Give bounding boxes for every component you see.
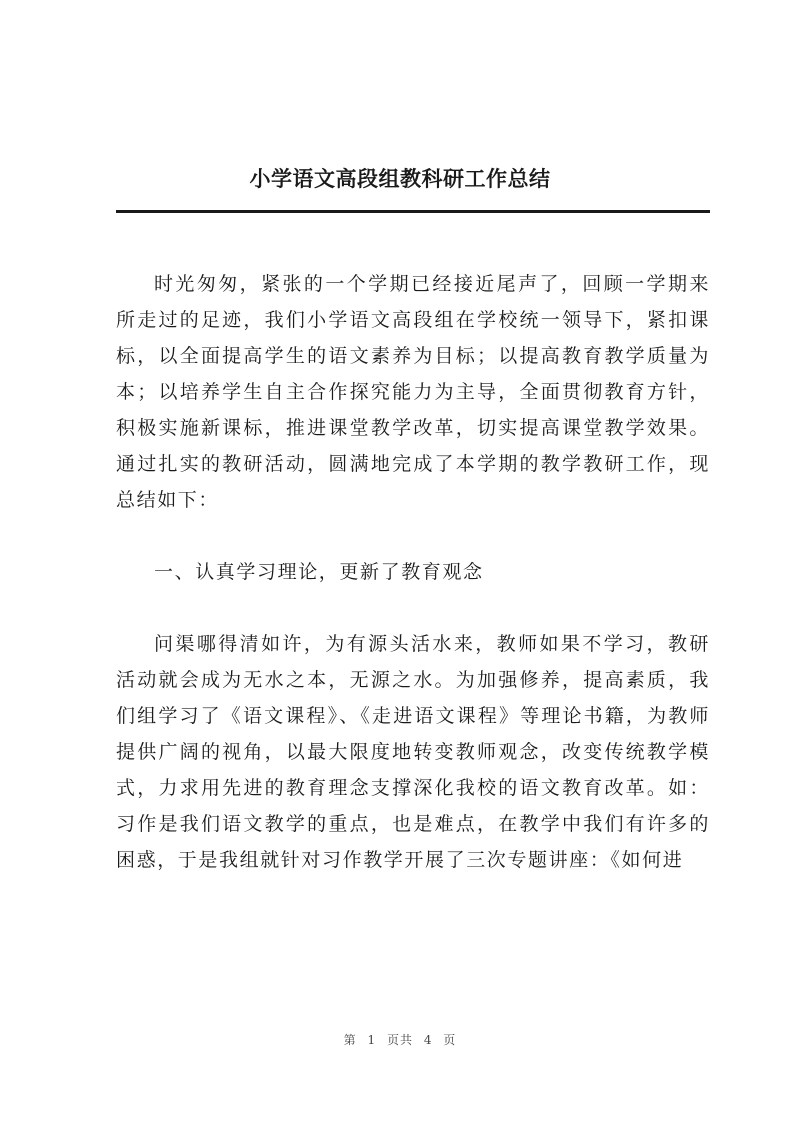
- section-paragraph: 问渠哪得清如许，为有源头活水来，教师如果不学习，教研活动就会成为无水之本，无源之水。为加强修养，提高素质，我们组学习了《语文课程》、《走进语文课程》等理论书籍，为教师提供广阔的视角，以最大限度地转变教师观念，改变传统教学模式，力求用先进的教育理念支撑深化我校的语文教育改革。如：习作是我们语文教学的重点，也是难点，在教学中我们有许多的困惑，于是我组就针对习作教学开展了三次专题讲座：《如何进: [116, 633, 710, 871]
- footer-middle: 页共: [386, 1033, 413, 1047]
- footer-suffix: 页: [443, 1033, 457, 1047]
- intro-paragraph: 时光匆匆，紧张的一个学期已经接近尾声了，回顾一学期来所走过的足迹，我们小学语文高段组在学校统一领导下，紧扣课标，以全面提高学生的语文素养为目标；以提高教育教学质量为本；以培养学生自主合作探究能力为主导，全面贯彻教育方针，积极实施新课标，推进课堂教学改革，切实提高课堂教学效果。通过扎实的教研活动，圆满地完成了本学期的教学教研工作，现总结如下：: [116, 273, 710, 511]
- document-body: [116, 266, 710, 878]
- footer-current-page: 1: [367, 1033, 377, 1047]
- document-title: 小学语文高段组教科研工作总结: [249, 166, 551, 191]
- paragraph-spacer: [116, 518, 710, 554]
- title-underline: [116, 210, 710, 213]
- footer-total-pages: 4: [423, 1033, 433, 1047]
- page-footer: [0, 1032, 800, 1048]
- paragraph-spacer: [116, 590, 710, 626]
- section-heading: 一、认真学习理论，更新了教育观念: [154, 561, 484, 583]
- footer-prefix: 第: [343, 1033, 357, 1047]
